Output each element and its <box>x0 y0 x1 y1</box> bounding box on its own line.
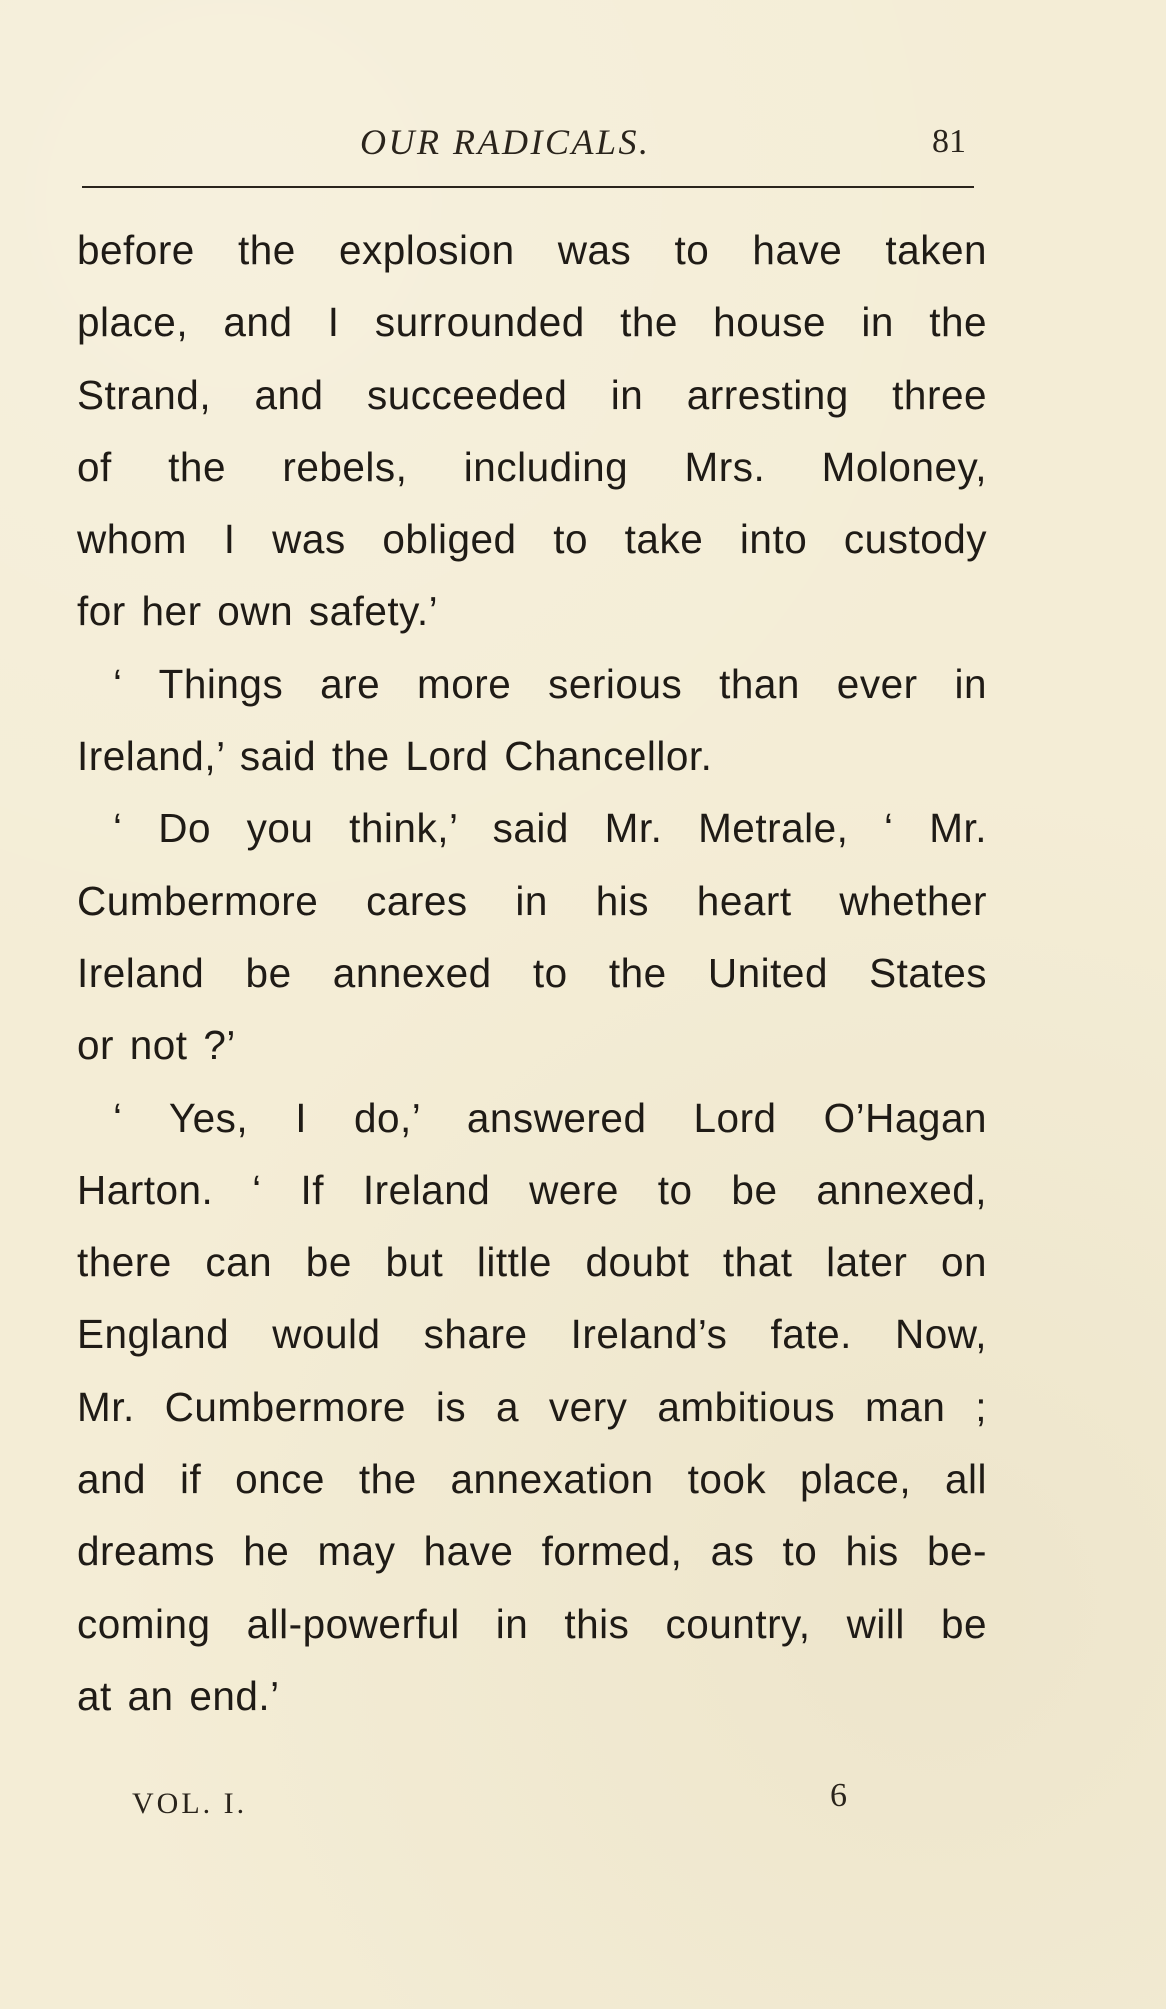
text-line: England would share Ireland’s fate. Now, <box>77 1311 987 1358</box>
text-line: for her own safety.’ <box>77 588 439 635</box>
text-line: Cumbermore cares in his heart whether <box>77 877 987 924</box>
text-line: at an end.’ <box>77 1672 280 1719</box>
text-line: Ireland,’ said the Lord Chancellor. <box>77 733 713 780</box>
text-line: whom I was obliged to take into custody <box>77 516 987 563</box>
text-line: Strand, and succeeded in arresting three <box>77 371 987 418</box>
text-line: place, and I surrounded the house in the <box>77 299 987 346</box>
text-line: ‘ Yes, I do,’ answered Lord O’Hagan <box>113 1094 987 1141</box>
volume-signature: VOL. I. <box>132 1787 248 1820</box>
text-line: Ireland be annexed to the United States <box>77 949 987 996</box>
text-line: Harton. ‘ If Ireland were to be annexed, <box>77 1166 987 1213</box>
text-line: or not ?’ <box>77 1022 236 1069</box>
text-line: Mr. Cumbermore is a very ambitious man ; <box>77 1383 987 1430</box>
body-text <box>77 214 987 1732</box>
text-line: dreams he may have formed, as to his be- <box>77 1528 987 1575</box>
text-line: and if once the annexation took place, all <box>77 1456 987 1503</box>
text-line: there can be but little doubt that later on <box>77 1239 987 1286</box>
page-number: 81 <box>932 123 966 160</box>
text-line: ‘ Things are more serious than ever in <box>113 660 987 707</box>
text-line: coming all-powerful in this country, will be <box>77 1600 987 1647</box>
text-line: ‘ Do you think,’ said Mr. Metrale, ‘ Mr. <box>113 805 987 852</box>
text-line: before the explosion was to have taken <box>77 227 987 273</box>
sheet-number: 6 <box>830 1777 847 1814</box>
running-head <box>0 112 1166 172</box>
running-title: OUR RADICALS. <box>360 122 651 162</box>
header-rule <box>82 186 974 188</box>
text-line: of the rebels, including Mrs. Moloney, <box>77 443 987 490</box>
